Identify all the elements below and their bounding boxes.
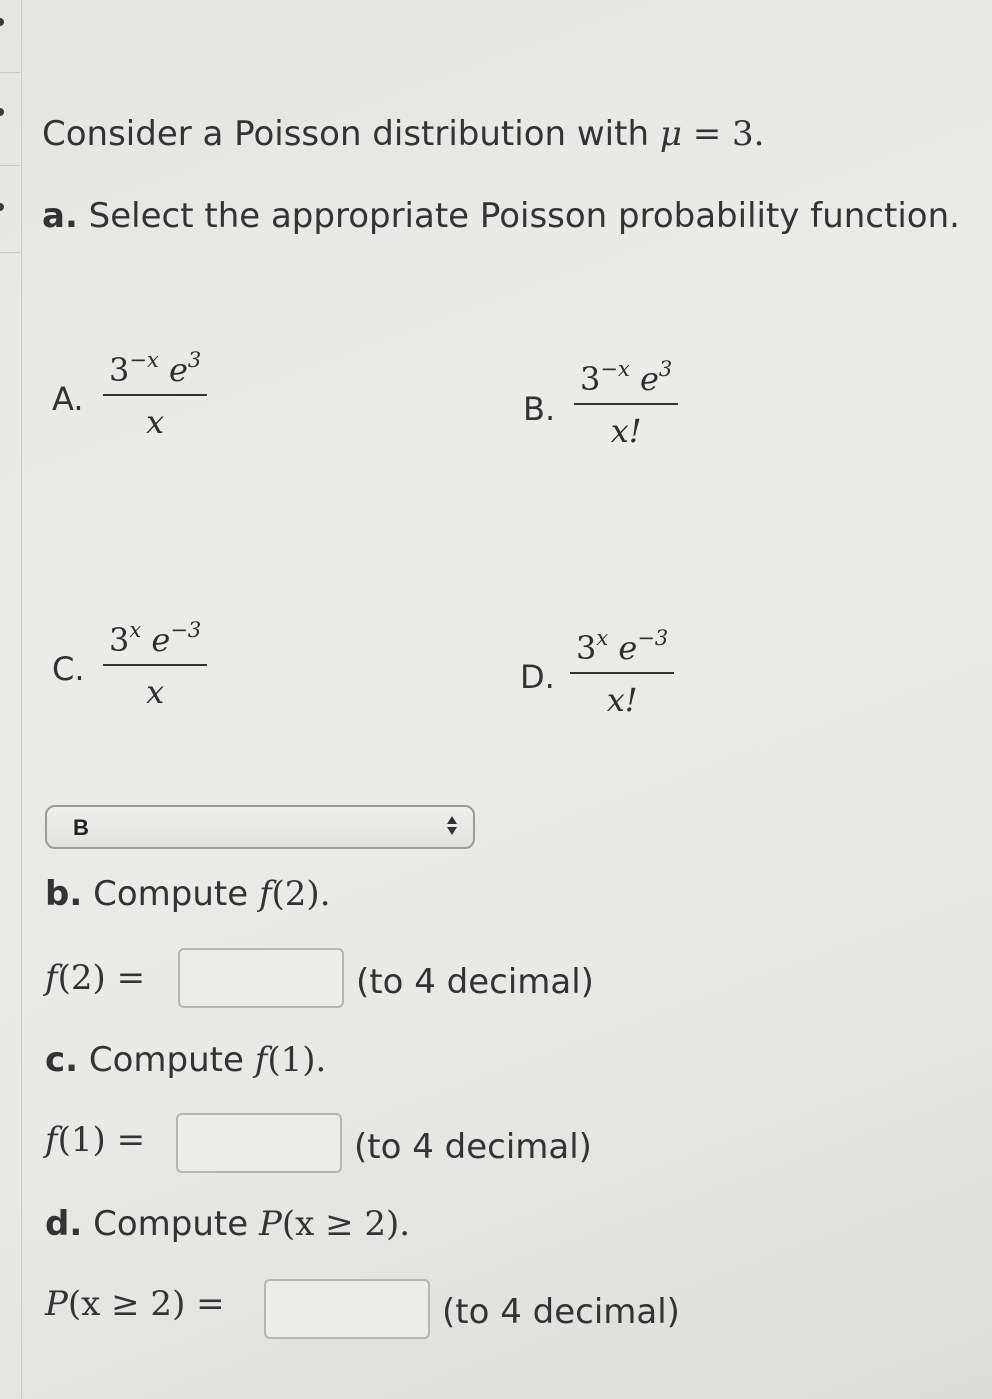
option-d-numerator: 3$^x$ $e^{-3}$ — [576, 626, 669, 667]
part-b-text: Compute — [82, 874, 259, 914]
margin-tick — [0, 252, 20, 253]
option-b-denominator: x! — [610, 412, 642, 450]
f2-answer-input[interactable] — [178, 948, 344, 1008]
answer-select-dropdown[interactable] — [45, 805, 475, 849]
part-a-prompt — [42, 196, 960, 236]
f1-answer-input[interactable] — [176, 1113, 342, 1173]
part-b-prompt: b. Compute f(2). — [45, 874, 331, 914]
p-x-ge-2-answer-input[interactable] — [264, 1279, 430, 1339]
option-a-denominator: x — [146, 403, 165, 441]
part-c-letter: c. — [45, 1040, 79, 1080]
part-d-answer-label: P(x ≥ 2) = — [45, 1284, 225, 1324]
margin-dot — [0, 108, 4, 116]
margin-dot — [0, 18, 4, 26]
margin-dot — [0, 203, 4, 211]
margin-tick — [0, 72, 20, 73]
option-b-numerator: $3^{-x}$ $e^3$ — [580, 357, 673, 398]
part-c-decimal-note: (to 4 decimal) — [354, 1127, 592, 1167]
part-d-letter: d. — [45, 1204, 83, 1244]
intro-text: Consider a Poisson distribution with — [42, 114, 660, 154]
part-b-decimal-note: (to 4 decimal) — [356, 962, 594, 1002]
option-a-formula[interactable] — [103, 348, 207, 441]
part-c-text: Compute — [78, 1040, 255, 1080]
option-a-label[interactable]: A. — [52, 380, 84, 418]
part-a-text: Select the appropriate Poisson probability function. — [77, 196, 960, 236]
part-b-answer-label: f(2) = — [45, 958, 146, 998]
part-a-letter: a. — [42, 196, 78, 236]
part-d-prompt: d. Compute P(x ≥ 2). — [45, 1204, 411, 1244]
option-d-label[interactable]: D. — [520, 658, 555, 696]
option-c-label[interactable]: C. — [52, 650, 85, 688]
part-d-decimal-note: (to 4 decimal) — [442, 1292, 680, 1332]
part-c-prompt: c. Compute f(1). — [45, 1040, 327, 1080]
option-a-numerator: $3^{-x}$ $e^3$ — [109, 348, 202, 389]
selected-option: B — [73, 815, 89, 840]
option-d-denominator: x! — [606, 681, 638, 719]
margin-tick — [0, 165, 20, 166]
option-c-formula[interactable] — [103, 618, 207, 711]
question-intro — [42, 114, 764, 154]
mu-value: = 3. — [681, 114, 765, 154]
option-c-numerator: 3$^x$ $e^{-3}$ — [109, 618, 202, 659]
option-b-label[interactable]: B. — [523, 390, 556, 428]
option-b-formula[interactable] — [574, 357, 678, 450]
left-margin-rule — [21, 0, 22, 1399]
part-d-text: Compute — [82, 1204, 259, 1244]
part-b-letter: b. — [45, 874, 83, 914]
option-c-denominator: x — [146, 673, 165, 711]
option-d-formula[interactable] — [570, 626, 674, 719]
mu-symbol: μ — [659, 114, 682, 154]
updown-arrows-icon — [447, 816, 457, 835]
part-c-answer-label: f(1) = — [45, 1120, 146, 1160]
